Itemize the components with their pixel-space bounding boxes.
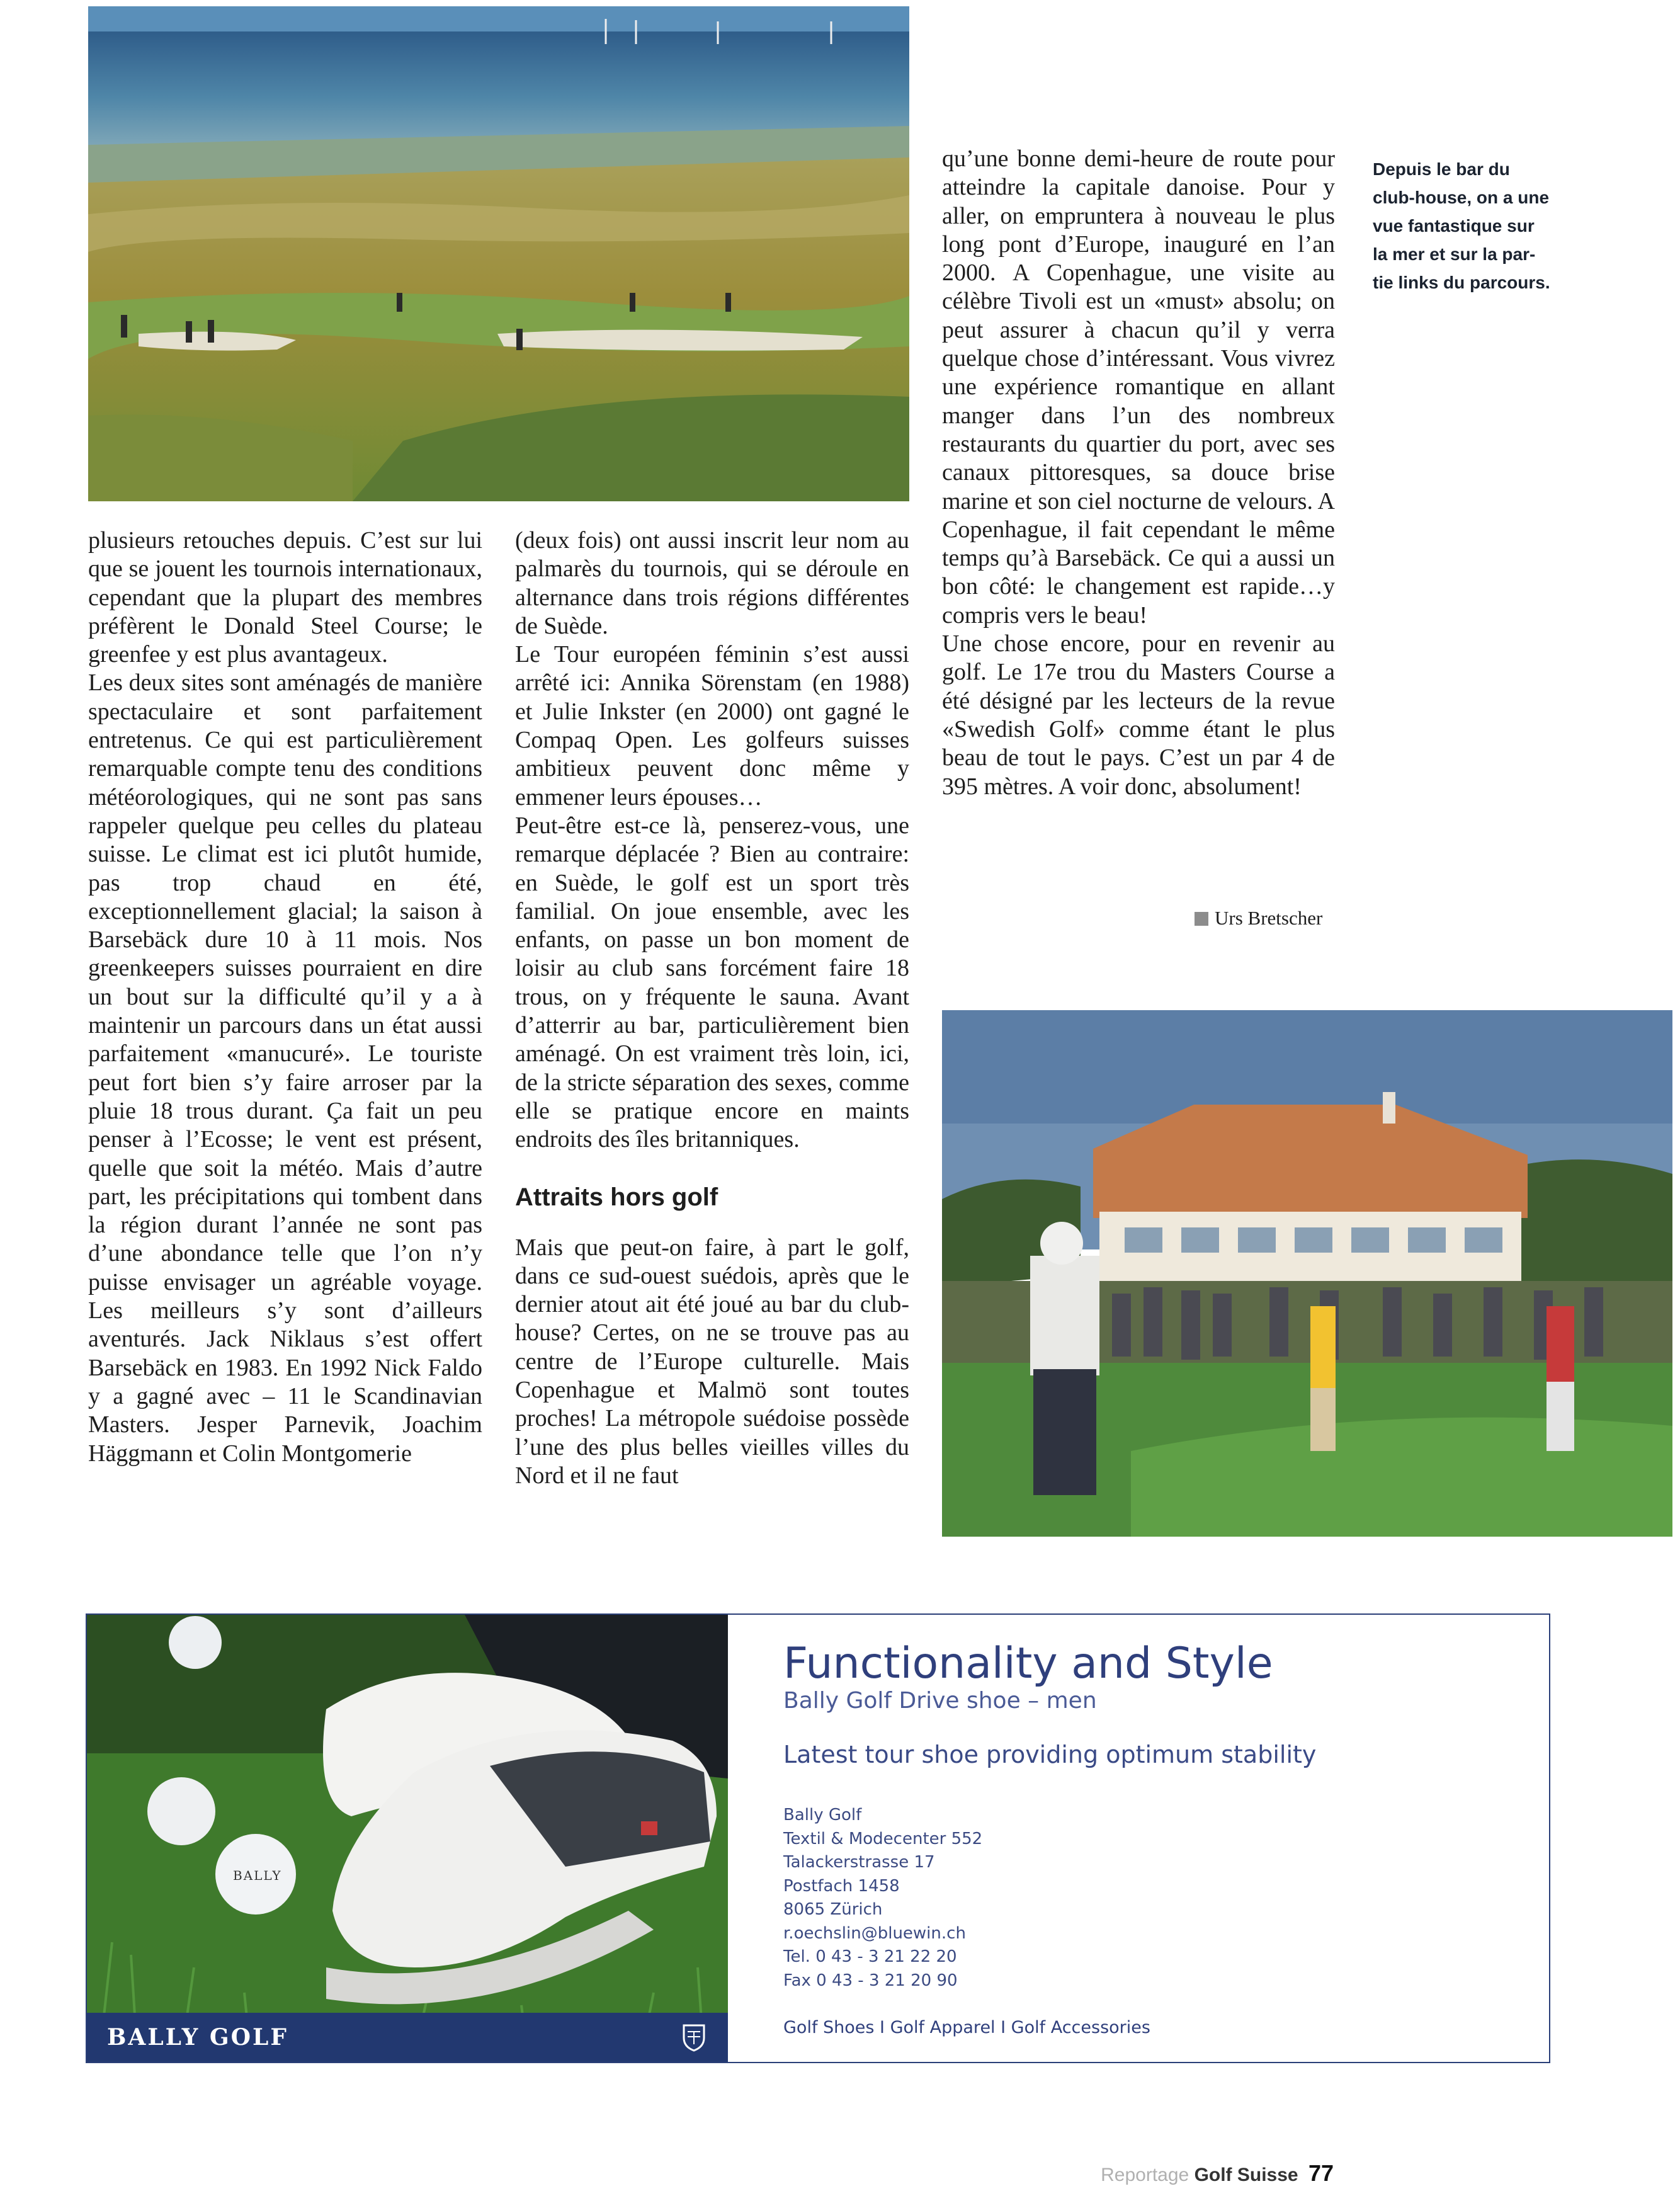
page-footer [1101, 2160, 1334, 2187]
golf-shoe-image [87, 1615, 728, 2062]
author-name: Urs Bretscher [1215, 907, 1323, 929]
bally-golf-advertisement[interactable] [86, 1613, 1550, 2063]
paragraph: qu’une bonne demi-heure de route pour atteindre la capitale danoise. Pour y aller, on empruntera à nouveau le plus long pont d’Europe, inauguré en l’an 2000. A Copenhague, une visite au célèbre Tivoli est un «must» absolu; on peut assurer à chacun qu’il y verra quelque chose d’intéressant. Vous vivrez une expérience romantique en allant manger dans l’un des nombreux restaurants du quartier du port, avec ses canaux pittoresques, sa douce brise marine et son ciel nocturne de velours. A Copenhague, il fait cependant le même temps qu’à Barsebäck. Ce qui a aussi un bon côté: le changement est rapide…y compris vers le beau! [942, 145, 1335, 629]
caption-line: la mer et sur la par- [1373, 244, 1536, 264]
caption-line: Depuis le bar du [1373, 159, 1510, 179]
article-column-2 [515, 526, 909, 1490]
paragraph: Une chose encore, pour en revenir au golf. Le 17e trou du Masters Course a été désigné par les lecteurs de la revue «Swedish Golf» comme étant le plus beau de tout le pays. C’est un par 4 de 395 mètres. A voir donc, absolument! [942, 630, 1335, 800]
paragraph: Mais que peut-on faire, à part le golf, dans ce sud-ouest suédois, après que le dernier atout ait été joué au bar du club-house? Certes, on ne se trouve pas au centre de l’Europe culturelle. Mais Copenhague et Malmö sont toutes proches! La métropole suédoise possède l’une des plus belles vieilles villes du Nord et il ne faut [515, 1234, 909, 1489]
paragraph: (deux fois) ont aussi inscrit leur nom au palmarès du tournois, qui se déroule en alternance dans trois régions différentes de Suède. [515, 527, 909, 639]
phone-line: Tel. 0 43 - 3 21 22 20 [783, 1947, 957, 1966]
square-bullet-icon [1195, 912, 1208, 926]
paragraph: Les deux sites sont aménagés de manière spectaculaire et sont parfaitement entretenus. Ce qui est particulièrement remarquable compte tenu des conditions météorologiques, qui ne sont pas sans rappeler quelque peu celles du plateau suisse. Le climat est ici plutôt humide, pas trop chaud en été, exceptionnellement glacial; la saison à Barsebäck dure 10 à 11 mois. Nos greenkeepers suisses pourraient en dire un bout sur la difficulté qu’il y a à maintenir un parcours dans un état aussi parfaitement «manucuré». Le touriste peut fort bien s’y faire arroser par la pluie 18 trous durant. Ça fait un peu penser à l’Ecosse; le vent est présent, quelle que soit la météo. Mais d’autre part, les précipitations qui tombent dans la région durant l’année ne sont pas d’une abondance telle que l’on n’y puisse envisager un agréable voyage. Les meilleurs s’y sont d’ailleurs aventurés. Jack Niklaus s’est offert Barsebäck en 1983. En 1992 Nick Faldo y a gagné avec – 11 le Scandinavian Masters. Jesper Parnevik, Joachim Häggmann et Colin Montgomerie [88, 669, 482, 1467]
article-column-1 [88, 526, 482, 1468]
photo-caption [1373, 155, 1562, 297]
brand-name: BALLY GOLF [107, 2024, 288, 2051]
page-number: 77 [1308, 2160, 1334, 2186]
author-byline [1195, 907, 1322, 930]
links-landscape-photo [88, 6, 909, 501]
ad-address [783, 1804, 982, 1993]
brand-bar [87, 2013, 728, 2062]
paragraph: Le Tour européen féminin s’est aussi arrêté ici: Annika Sörenstam (en 1988) et Julie Inkster (en 2000) ont gagné le Compaq Open. Les golfeurs suisses ambitieux peuvent donc même y emmener leurs épouses… [515, 641, 909, 811]
section-heading: Attraits hors golf [515, 1183, 718, 1211]
ad-product-links: Golf Shoes I Golf Apparel I Golf Accessories [783, 2018, 1150, 2037]
caption-line: tie links du parcours. [1373, 273, 1550, 292]
paragraph: Peut-être est-ce là, penserez-vous, une remarque déplacée ? Bien au contraire: en Suède, le golf est un sport très familial. On joue ensemble, avec les enfants, on passe un bon moment de loisir au club sans forcément faire 18 trous, on y fréquente le sauna. Avant d’atterrir au bar, particulièrement bien aménagé. On est vraiment très loin, ici, de la stricte séparation des sexes, comme elle se pratique encore en maints endroits des îles britanniques. [515, 812, 909, 1153]
clubhouse-tournament-photo [942, 1010, 1672, 1537]
address-line: Talackerstrasse 17 [783, 1853, 935, 1872]
email-link[interactable]: r.oechslin@bluewin.ch [783, 1923, 966, 1943]
caption-line: vue fantastique sur [1373, 216, 1535, 236]
article-column-3 [942, 145, 1335, 801]
address-line: Bally Golf [783, 1806, 862, 1824]
address-line: 8065 Zürich [783, 1900, 883, 1919]
bally-crest-icon [681, 2023, 707, 2052]
paragraph: plusieurs retouches depuis. C’est sur lui que se jouent les tournois internationaux, cependant que la plupart des membres préfèrent le Donald Steel Course; le greenfee y est plus avantageux. [88, 527, 482, 668]
footer-section: Reportage [1101, 2165, 1189, 2185]
ad-subtitle: Bally Golf Drive shoe – men [783, 1688, 1097, 1714]
caption-line: club-house, on a une [1373, 188, 1550, 207]
fax-line: Fax 0 43 - 3 21 20 90 [783, 1971, 958, 1990]
ad-title: Functionality and Style [783, 1639, 1273, 1688]
address-line: Textil & Modecenter 552 [783, 1829, 983, 1848]
ball-imprint: BALLY [233, 1868, 282, 1883]
footer-magazine: Golf Suisse [1194, 2165, 1298, 2185]
ad-tagline: Latest tour shoe providing optimum stability [783, 1741, 1317, 1768]
address-line: Postfach 1458 [783, 1876, 900, 1896]
